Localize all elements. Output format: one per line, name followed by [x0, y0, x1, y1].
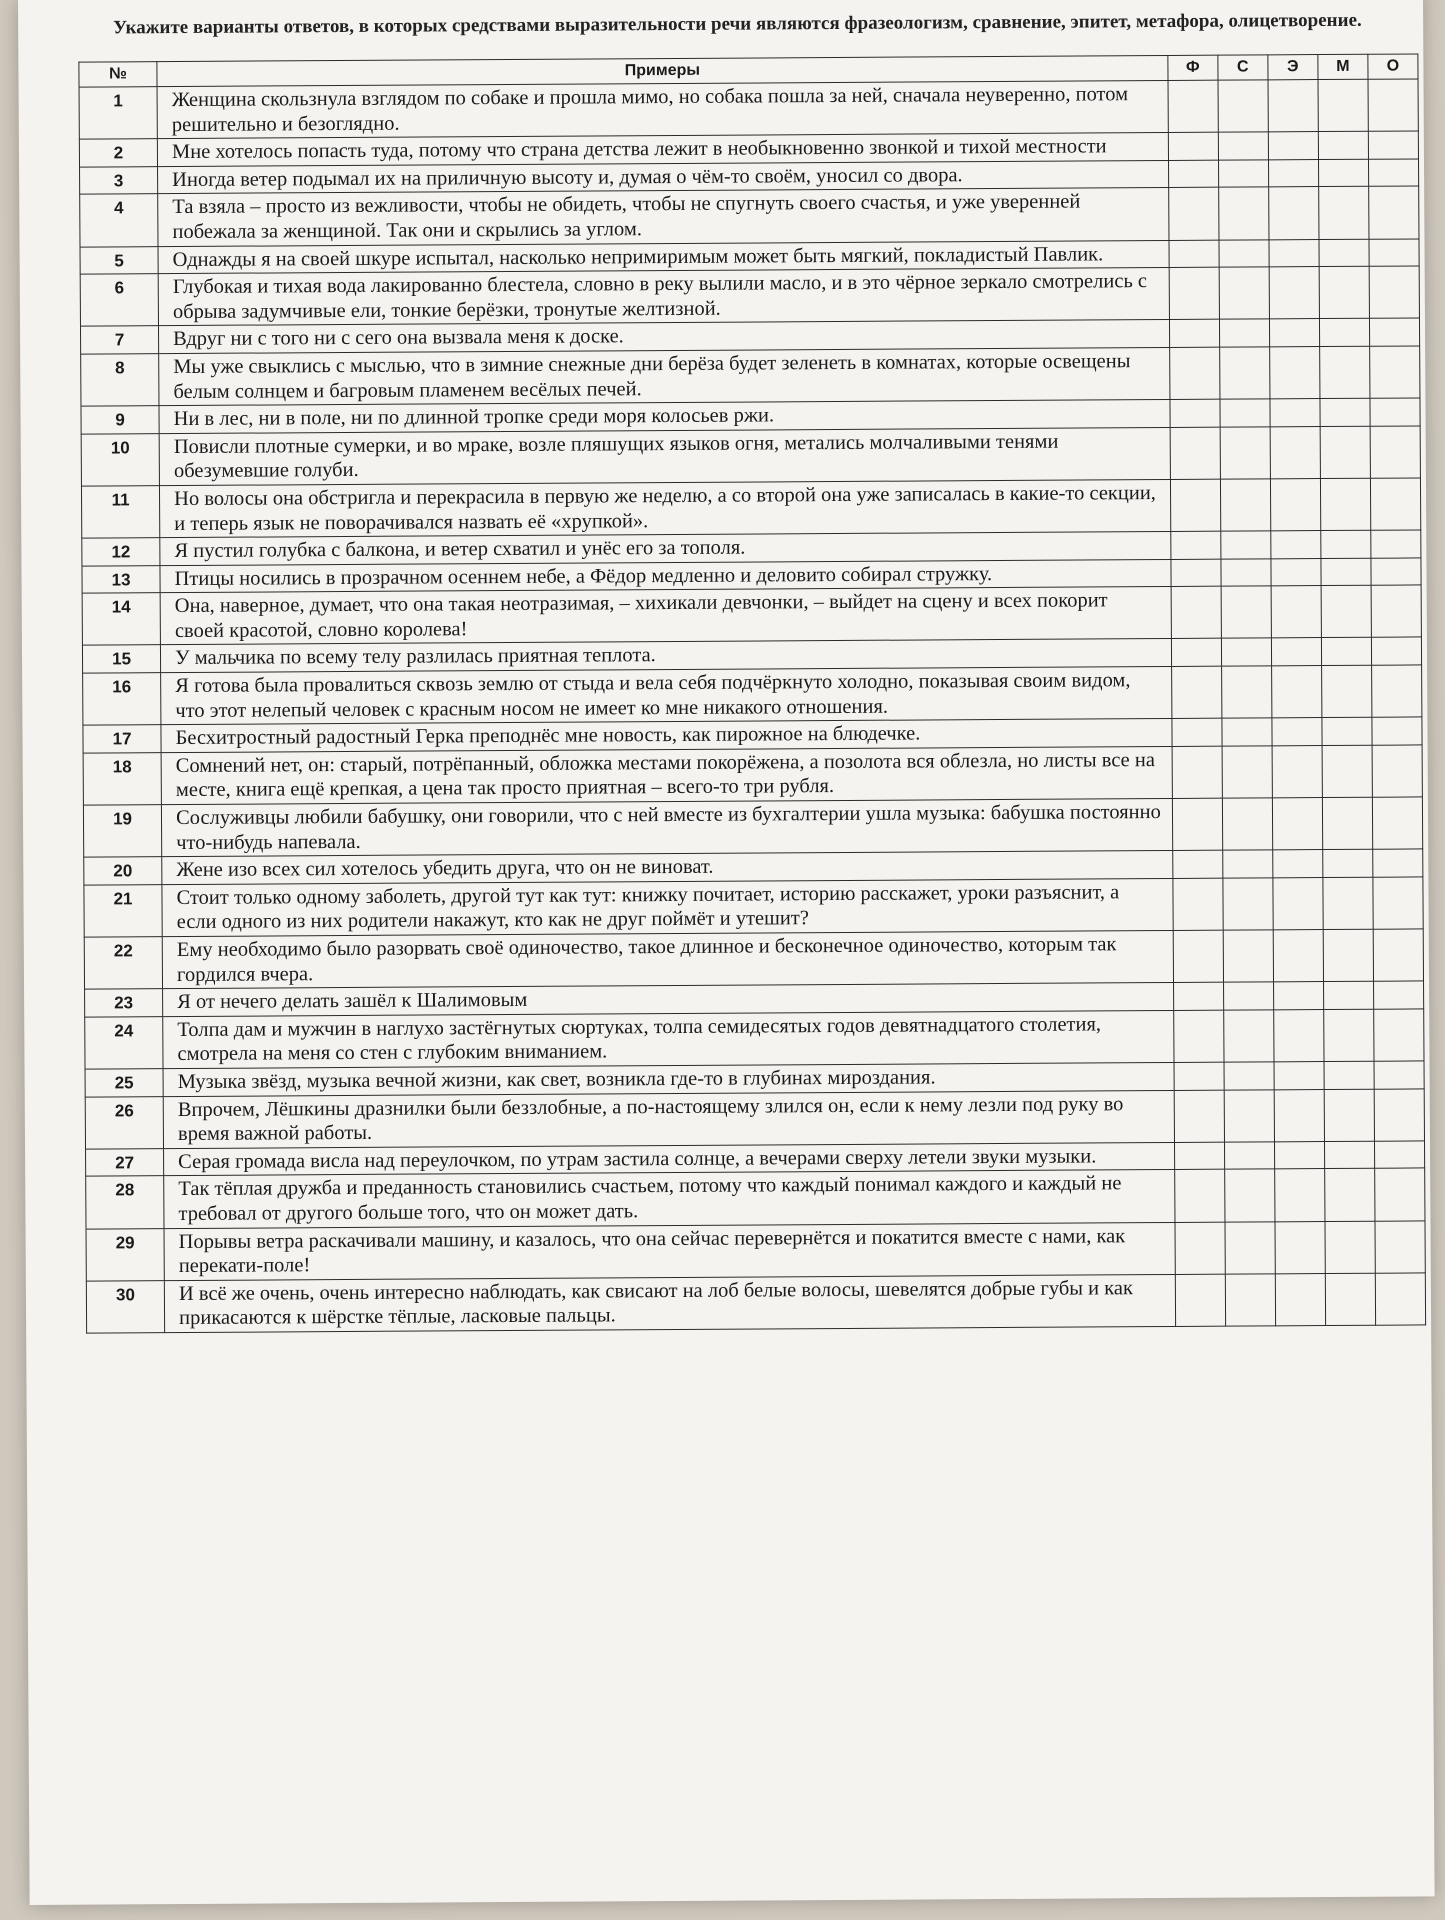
answer-cell-epithet[interactable]	[1273, 982, 1323, 1010]
answer-cell-personification[interactable]	[1372, 717, 1422, 745]
answer-cell-epithet[interactable]	[1274, 1009, 1324, 1061]
answer-cell-simile[interactable]	[1221, 531, 1271, 559]
example-text: И всё же очень, очень интересно наблюдать, как свисают на лоб белые волосы, шевелятся добрые губы и как прикасаются к шёрстке тёплые, ласковые пальцы.	[164, 1274, 1175, 1332]
answer-cell-simile[interactable]	[1223, 850, 1273, 878]
answer-cell-personification[interactable]	[1371, 558, 1421, 586]
answer-cell-phraseologism[interactable]	[1174, 1169, 1224, 1221]
row-number: 21	[84, 884, 162, 937]
answer-cell-metaphor[interactable]	[1324, 1089, 1374, 1141]
table-row	[82, 585, 1421, 645]
answer-cell-metaphor[interactable]	[1321, 638, 1371, 666]
row-number: 5	[80, 246, 158, 274]
row-number: 18	[83, 752, 161, 805]
answer-cell-personification[interactable]	[1373, 849, 1423, 877]
answer-cell-phraseologism[interactable]	[1173, 1010, 1223, 1062]
answer-cell-simile[interactable]	[1224, 1010, 1274, 1062]
answer-cell-simile[interactable]	[1224, 1062, 1274, 1090]
answer-cell-epithet[interactable]	[1269, 239, 1319, 267]
answer-cell-metaphor[interactable]	[1322, 745, 1372, 797]
table-row	[84, 877, 1423, 937]
answer-cell-metaphor[interactable]	[1320, 398, 1370, 426]
row-number: 11	[81, 486, 159, 539]
example-text: Иногда ветер подымал их на приличную высоту и, думая о чём-то своём, уносил со двора.	[158, 160, 1169, 194]
row-number: 12	[82, 538, 160, 566]
answer-cell-phraseologism[interactable]	[1171, 666, 1221, 718]
example-text: Ни в лес, ни в поле, ни по длинной тропке среди моря колосьев ржи.	[159, 400, 1170, 434]
answer-cell-simile[interactable]	[1222, 746, 1272, 798]
table-row	[83, 797, 1422, 857]
example-text: У мальчика по всему телу разлилась приятная теплота.	[160, 639, 1171, 673]
answer-cell-phraseologism[interactable]	[1168, 80, 1218, 132]
answer-cell-epithet[interactable]	[1271, 586, 1321, 638]
answer-cell-phraseologism[interactable]	[1170, 479, 1220, 531]
answer-cell-phraseologism[interactable]	[1168, 188, 1218, 240]
instruction-text: Укажите варианты ответов, в которых средствами выразительности речи являются фразеологизм, сравнение, эпитет, метафора, олицетворение.	[113, 9, 1362, 39]
row-number: 6	[80, 274, 158, 327]
row-number: 13	[82, 565, 160, 593]
answer-cell-personification[interactable]	[1369, 239, 1419, 267]
table-row	[81, 346, 1420, 406]
answer-cell-epithet[interactable]	[1275, 1221, 1325, 1273]
row-number: 10	[81, 433, 159, 486]
answer-cell-personification[interactable]	[1372, 665, 1422, 717]
answer-cell-personification[interactable]	[1373, 877, 1423, 929]
answer-cell-metaphor[interactable]	[1325, 1169, 1375, 1221]
answer-cell-simile[interactable]	[1225, 1221, 1275, 1273]
answer-cell-epithet[interactable]	[1270, 346, 1320, 398]
answer-cell-personification[interactable]	[1370, 426, 1420, 478]
answer-cell-phraseologism[interactable]	[1171, 559, 1221, 587]
table-row	[81, 426, 1420, 486]
answer-cell-phraseologism[interactable]	[1174, 1142, 1224, 1170]
row-number: 23	[85, 989, 163, 1017]
example-text: Серая громада висла над переулочком, по утрам застила солнце, а вечерами сверху летели звуки музыки.	[164, 1142, 1175, 1176]
example-text: Мы уже свыклись с мыслью, что в зимние снежные дни берёза будет зеленеть в комнатах, которые освещены белым солнцем и багровым пламенем весёлых печей.	[159, 347, 1170, 405]
table-row	[84, 929, 1423, 989]
example-text: Впрочем, Лёшкины дразнилки были беззлобные, а по-настоящему злился он, если к нему лезли под руку во время важной работы.	[163, 1090, 1174, 1148]
row-number: 24	[85, 1016, 163, 1069]
answer-cell-phraseologism[interactable]	[1168, 160, 1218, 188]
answer-cell-epithet[interactable]	[1269, 319, 1319, 347]
answer-cell-phraseologism[interactable]	[1168, 132, 1218, 160]
answer-cell-personification[interactable]	[1371, 637, 1421, 665]
example-text: Однажды я на своей шкуре испытал, насколько непримиримым может быть мягкий, покладистый Павлик.	[158, 240, 1169, 274]
table-row	[85, 1009, 1424, 1069]
row-number: 28	[86, 1176, 164, 1229]
answer-cell-epithet[interactable]	[1274, 1141, 1324, 1169]
table-row	[83, 665, 1422, 725]
answer-cell-metaphor[interactable]	[1321, 530, 1371, 558]
answer-cell-epithet[interactable]	[1275, 1273, 1325, 1325]
answer-cell-phraseologism[interactable]	[1171, 639, 1221, 667]
answer-cell-phraseologism[interactable]	[1171, 586, 1221, 638]
answer-cell-personification[interactable]	[1375, 1273, 1425, 1325]
answer-cell-epithet[interactable]	[1273, 850, 1323, 878]
example-text: Сослуживцы любили бабушку, они говорили, что с ней вместе из бухгалтерии ушла музыка: бабушка постоянно что-нибудь напевала.	[161, 798, 1172, 856]
answer-cell-metaphor[interactable]	[1323, 849, 1373, 877]
answer-cell-personification[interactable]	[1372, 745, 1422, 797]
header-phraseologism: Ф	[1168, 55, 1218, 80]
answer-cell-personification[interactable]	[1374, 1088, 1424, 1140]
answer-cell-metaphor[interactable]	[1319, 319, 1369, 347]
answer-cell-phraseologism[interactable]	[1174, 1090, 1224, 1142]
answer-cell-phraseologism[interactable]	[1169, 240, 1219, 268]
answer-cell-simile[interactable]	[1218, 132, 1268, 160]
row-number: 30	[86, 1280, 164, 1333]
answer-cell-epithet[interactable]	[1274, 1062, 1324, 1090]
answer-cell-personification[interactable]	[1375, 1220, 1425, 1272]
answer-cell-epithet[interactable]	[1269, 267, 1319, 319]
answer-cell-simile[interactable]	[1224, 1142, 1274, 1170]
answer-cell-metaphor[interactable]	[1324, 1009, 1374, 1061]
row-number: 1	[79, 87, 157, 140]
example-text: Стоит только одному заболеть, другой тут как тут: книжку почитает, историю расскажет, уроки разъяснит, а если одного из них родители накажут, кто как не друг поймёт и утешит?	[162, 878, 1173, 936]
answer-cell-phraseologism[interactable]	[1175, 1274, 1225, 1326]
example-text: Повисли плотные сумерки, и во мраке, возле пляшущих языков огня, метались молчаливыми тенями обезумевшие голуби.	[159, 427, 1170, 485]
answer-cell-epithet[interactable]	[1268, 159, 1318, 187]
example-text: Она, наверное, думает, что она такая неотразимая, – хихикали девчонки, – выйдет на сцену и всех покорит своей красотой, словно королева!	[160, 587, 1171, 645]
answer-cell-metaphor[interactable]	[1322, 717, 1372, 745]
table-row	[86, 1273, 1425, 1333]
answer-cell-epithet[interactable]	[1268, 132, 1318, 160]
table-row	[80, 186, 1419, 246]
answer-cell-metaphor[interactable]	[1323, 877, 1373, 929]
row-number: 26	[85, 1096, 163, 1149]
example-text: Толпа дам и мужчин в наглухо застёгнутых сюртуках, толпа семидесятых годов девятнадцатого столетия, смотрела на меня со стен с глубоким вниманием.	[163, 1010, 1174, 1068]
example-text: Я пустил голубка с балкона, и ветер схватил и унёс его за тополя.	[160, 532, 1171, 566]
answer-cell-simile[interactable]	[1218, 187, 1268, 239]
answer-cell-epithet[interactable]	[1271, 531, 1321, 559]
answer-cell-epithet[interactable]	[1274, 1089, 1324, 1141]
answer-cell-simile[interactable]	[1221, 559, 1271, 587]
table-body	[79, 79, 1426, 1333]
worksheet-page	[18, 0, 1435, 1905]
answer-cell-metaphor[interactable]	[1319, 239, 1369, 267]
answer-cell-phraseologism[interactable]	[1173, 930, 1223, 982]
answer-cell-metaphor[interactable]	[1325, 1273, 1375, 1325]
answer-cell-metaphor[interactable]	[1324, 1141, 1374, 1169]
answer-cell-phraseologism[interactable]	[1173, 850, 1223, 878]
table-row	[86, 1220, 1425, 1280]
row-number: 19	[83, 805, 161, 858]
example-text: Сомнений нет, он: старый, потрёпанный, обложка местами покорёжена, а позолота вся облезла, но листы все на месте, книга ещё крепкая, а цена так просто приятная – всего-то три рубля.	[161, 746, 1172, 804]
answer-cell-simile[interactable]	[1220, 479, 1270, 531]
answer-cell-phraseologism[interactable]	[1169, 267, 1219, 319]
example-text: Порывы ветра раскачивали машину, и казалось, что она сейчас перевернётся и покатится вместе с нами, как перекати-поле!	[164, 1222, 1175, 1280]
answer-cell-personification[interactable]	[1372, 797, 1422, 849]
table-row	[86, 1168, 1425, 1228]
row-number: 15	[82, 645, 160, 673]
answer-cell-metaphor[interactable]	[1318, 131, 1368, 159]
header-simile: С	[1218, 55, 1268, 80]
answer-cell-epithet[interactable]	[1269, 187, 1319, 239]
answer-cell-simile[interactable]	[1224, 1089, 1274, 1141]
answer-cell-simile[interactable]	[1219, 319, 1269, 347]
answer-cell-personification[interactable]	[1369, 266, 1419, 318]
answer-cell-phraseologism[interactable]	[1173, 878, 1223, 930]
answer-cell-epithet[interactable]	[1273, 930, 1323, 982]
header-epithet: Э	[1268, 55, 1318, 80]
answer-cell-phraseologism[interactable]	[1173, 982, 1223, 1010]
answer-cell-personification[interactable]	[1373, 929, 1423, 981]
row-number: 25	[85, 1069, 163, 1097]
answer-cell-personification[interactable]	[1368, 131, 1418, 159]
answer-cell-metaphor[interactable]	[1318, 79, 1368, 131]
answer-cell-personification[interactable]	[1368, 159, 1418, 187]
answer-cell-simile[interactable]	[1218, 80, 1268, 132]
row-number: 22	[84, 937, 162, 990]
answer-cell-phraseologism[interactable]	[1171, 531, 1221, 559]
table-row	[80, 266, 1419, 326]
header-number: №	[79, 62, 157, 87]
answer-cell-metaphor[interactable]	[1320, 346, 1370, 398]
answer-cell-metaphor[interactable]	[1323, 929, 1373, 981]
answer-cell-personification[interactable]	[1374, 1141, 1424, 1169]
answer-cell-personification[interactable]	[1371, 530, 1421, 558]
example-text: Так тёплая дружба и преданность становились счастьем, потому что каждый понимал каждого и каждый не требовал от другого больше того, что он может дать.	[164, 1170, 1175, 1228]
row-number: 8	[81, 354, 159, 407]
answer-cell-simile[interactable]	[1218, 160, 1268, 188]
answer-cell-simile[interactable]	[1223, 930, 1273, 982]
answer-cell-epithet[interactable]	[1271, 558, 1321, 586]
answer-cell-phraseologism[interactable]	[1172, 718, 1222, 746]
answer-cell-personification[interactable]	[1370, 478, 1420, 530]
answer-cell-metaphor[interactable]	[1319, 266, 1369, 318]
answer-cell-simile[interactable]	[1219, 239, 1269, 267]
answer-cell-epithet[interactable]	[1272, 718, 1322, 746]
answer-cell-epithet[interactable]	[1270, 478, 1320, 530]
example-text: Я готова была провалиться сквозь землю от стыда и вела себя подчёркнуто холодно, показывая своим видом, что этот нелепый человек с красным носом не имеет ко мне никакого отношения.	[161, 667, 1172, 725]
answer-table	[78, 53, 1426, 1333]
answer-cell-phraseologism[interactable]	[1172, 746, 1222, 798]
answer-cell-epithet[interactable]	[1270, 426, 1320, 478]
row-number: 29	[86, 1228, 164, 1281]
answer-cell-phraseologism[interactable]	[1170, 399, 1220, 427]
example-text: Я от нечего делать зашёл к Шалимовым	[163, 983, 1174, 1017]
answer-cell-simile[interactable]	[1223, 982, 1273, 1010]
table-row	[81, 478, 1420, 538]
answer-cell-phraseologism[interactable]	[1169, 320, 1219, 348]
answer-cell-personification[interactable]	[1371, 585, 1421, 637]
answer-cell-epithet[interactable]	[1275, 1169, 1325, 1221]
answer-cell-personification[interactable]	[1373, 981, 1423, 1009]
table-row	[79, 79, 1418, 139]
answer-cell-simile[interactable]	[1221, 586, 1271, 638]
answer-cell-metaphor[interactable]	[1321, 586, 1371, 638]
answer-cell-epithet[interactable]	[1268, 80, 1318, 132]
answer-cell-simile[interactable]	[1221, 666, 1271, 718]
answer-cell-personification[interactable]	[1375, 1168, 1425, 1220]
answer-cell-epithet[interactable]	[1273, 877, 1323, 929]
answer-cell-simile[interactable]	[1219, 267, 1269, 319]
answer-cell-personification[interactable]	[1368, 79, 1418, 131]
example-text: Птицы носились в прозрачном осеннем небе, а Фёдор медленно и деловито собирал стружку.	[160, 559, 1171, 593]
row-number: 20	[84, 857, 162, 885]
answer-cell-phraseologism[interactable]	[1174, 1062, 1224, 1090]
answer-cell-personification[interactable]	[1374, 1009, 1424, 1061]
answer-cell-personification[interactable]	[1370, 346, 1420, 398]
answer-cell-phraseologism[interactable]	[1175, 1222, 1225, 1274]
answer-cell-metaphor[interactable]	[1321, 558, 1371, 586]
row-number: 27	[86, 1148, 164, 1176]
example-text: Глубокая и тихая вода лакированно блестела, словно в реку вылили масло, и в это чёрное зеркало смотрелись с обрыва задумчивые ели, тонкие берёзки, тронутые желтизной.	[158, 268, 1169, 326]
answer-cell-phraseologism[interactable]	[1172, 798, 1222, 850]
answer-cell-personification[interactable]	[1369, 318, 1419, 346]
row-number: 3	[80, 166, 158, 194]
header-personification: О	[1368, 54, 1418, 79]
answer-cell-simile[interactable]	[1220, 399, 1270, 427]
answer-cell-metaphor[interactable]	[1321, 665, 1371, 717]
answer-cell-simile[interactable]	[1220, 427, 1270, 479]
answer-cell-phraseologism[interactable]	[1169, 347, 1219, 399]
answer-cell-epithet[interactable]	[1271, 666, 1321, 718]
example-text: Вдруг ни с того ни с сего она вызвала меня к доске.	[159, 320, 1170, 354]
row-number: 16	[83, 673, 161, 726]
answer-cell-metaphor[interactable]	[1320, 426, 1370, 478]
answer-cell-metaphor[interactable]	[1320, 478, 1370, 530]
answer-cell-phraseologism[interactable]	[1170, 427, 1220, 479]
answer-cell-simile[interactable]	[1223, 878, 1273, 930]
row-number: 4	[80, 194, 158, 247]
table-row	[83, 745, 1422, 805]
answer-cell-metaphor[interactable]	[1323, 981, 1373, 1009]
answer-cell-personification[interactable]	[1369, 186, 1419, 238]
example-text: Жене изо всех сил хотелось убедить друга, что он не виноват.	[162, 851, 1173, 885]
answer-cell-metaphor[interactable]	[1319, 187, 1369, 239]
example-text: Мне хотелось попасть туда, потому что страна детства лежит в необыкновенно звонкой и тихой местности	[157, 133, 1168, 167]
answer-cell-epithet[interactable]	[1270, 399, 1320, 427]
example-text: Та взяла – просто из вежливости, чтобы не обидеть, чтобы не спугнуть своего счастья, и уже уверенней побежала за женщиной. Так они и скрылись за углом.	[158, 188, 1169, 246]
row-number: 9	[81, 406, 159, 434]
answer-cell-metaphor[interactable]	[1322, 797, 1372, 849]
answer-cell-epithet[interactable]	[1271, 638, 1321, 666]
row-number: 7	[80, 326, 158, 354]
answer-cell-personification[interactable]	[1370, 398, 1420, 426]
answer-cell-simile[interactable]	[1224, 1169, 1274, 1221]
answer-cell-epithet[interactable]	[1272, 745, 1322, 797]
example-text: Музыка звёзд, музыка вечной жизни, как свет, возникла где-то в глубинах мироздания.	[163, 1062, 1174, 1096]
header-examples: Примеры	[157, 55, 1168, 86]
answer-cell-simile[interactable]	[1225, 1274, 1275, 1326]
answer-cell-simile[interactable]	[1219, 347, 1269, 399]
example-text: Ему необходимо было разорвать своё одиночество, такое длинное и бесконечное одиночество, которым так гордился вчера.	[162, 930, 1173, 988]
table-row	[85, 1088, 1424, 1148]
answer-cell-metaphor[interactable]	[1324, 1061, 1374, 1089]
answer-cell-metaphor[interactable]	[1318, 159, 1368, 187]
example-text: Женщина скользнула взглядом по собаке и прошла мимо, но собака пошла за ней, сначала неуверенно, потом решительно и безоглядно.	[157, 80, 1168, 138]
example-text: Но волосы она обстригла и перекрасила в первую же неделю, а со второй она уже записалась в какие-то секции, и теперь язык не поворачивался назвать её «хрупкой».	[160, 479, 1171, 537]
header-metaphor: М	[1318, 54, 1368, 79]
answer-cell-simile[interactable]	[1221, 638, 1271, 666]
answer-cell-epithet[interactable]	[1272, 798, 1322, 850]
row-number: 2	[79, 139, 157, 167]
answer-cell-metaphor[interactable]	[1325, 1221, 1375, 1273]
example-text: Бесхитростный радостный Герка преподнёс мне новость, как пирожное на блюдечке.	[161, 719, 1172, 753]
row-number: 14	[82, 593, 160, 646]
answer-cell-personification[interactable]	[1374, 1061, 1424, 1089]
answer-cell-simile[interactable]	[1222, 718, 1272, 746]
row-number: 17	[83, 725, 161, 753]
answer-cell-simile[interactable]	[1222, 798, 1272, 850]
